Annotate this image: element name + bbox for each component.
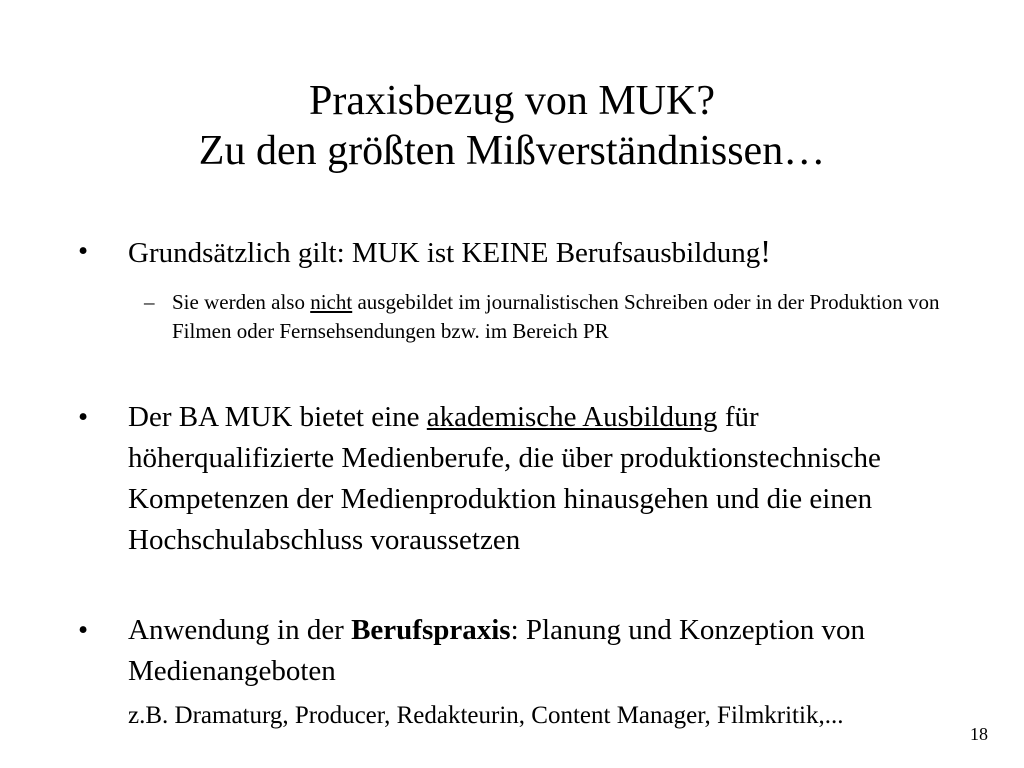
bullet-2-post: für höherqualifizierte Medienberufe, die über produktionstechnische Kompetenzen der Medienproduktion hinausgehen und die einen Hochschulabschluss voraussetzen: [128, 401, 881, 556]
bullet-2-pre: Der BA MUK bietet eine: [128, 401, 427, 433]
title-line-2: Zu den größten Mißverständnissen…: [198, 128, 826, 174]
bullet-2-underlined: akademische Ausbildung: [426, 401, 718, 433]
bullet-item-3: [78, 610, 958, 692]
page-number: 18: [970, 724, 988, 744]
bullet-1-exclamation: !: [760, 233, 771, 269]
sub-bullet-marker: –: [144, 290, 155, 314]
bullet-marker: •: [78, 235, 89, 267]
slide-title: [0, 76, 1024, 176]
bullet-1-text: Grundsätzlich gilt: MUK ist KEINE Berufsausbildung: [128, 237, 761, 269]
sub-bullet-pre: Sie werden also: [172, 290, 311, 314]
example-line: [128, 700, 988, 732]
bullet-item-2: [78, 397, 958, 561]
bullet-marker: •: [78, 614, 89, 646]
bullet-3-post: : Planung und Konzeption von Medienangeboten: [128, 614, 866, 687]
bullet-3-pre: Anwendung in der: [128, 614, 352, 646]
bullet-marker: •: [78, 401, 89, 433]
bullet-3-bold: Berufspraxis: [351, 614, 511, 646]
bullet-item-1: [78, 231, 958, 274]
example-text: z.B. Dramaturg, Producer, Redakteurin, Content Manager, Filmkritik,...: [128, 702, 844, 729]
sub-bullet-underlined: nicht: [310, 290, 353, 314]
title-line-1: Praxisbezug von MUK?: [309, 78, 715, 124]
sub-bullet-post: ausgebildet im journalistischen Schreiben oder in der Produktion von Filmen oder Fernsehsendungen bzw. im Bereich PR: [172, 290, 940, 343]
sub-bullet-item: [128, 288, 964, 346]
